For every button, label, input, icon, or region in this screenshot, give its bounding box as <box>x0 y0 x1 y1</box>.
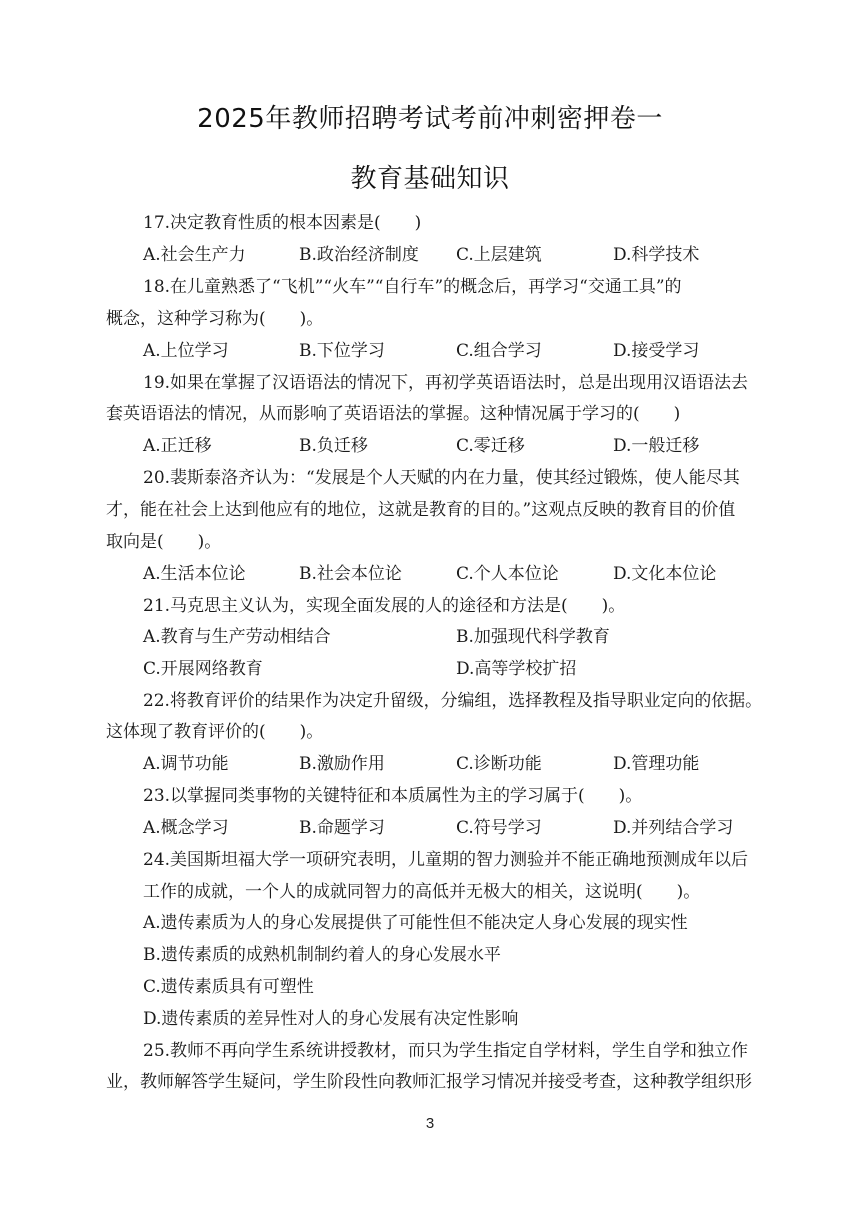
question-20-stem: 20.裴斯泰洛齐认为：“发展是个人天赋的内在力量，使其经过锻炼，使人能尽其 <box>143 468 740 488</box>
question-24-option-a: A.遗传素质为人的身心发展提供了可能性但不能决定人身心发展的现实性 <box>143 913 688 933</box>
question-24-stem-cont: 工作的成就，一个人的成就同智力的高低并无极大的相关，这说明( )。 <box>143 882 701 902</box>
question-21-option-c: C.开展网络教育 <box>143 659 263 679</box>
question-23-option-c: C.符号学习 <box>456 818 542 838</box>
question-25-stem-cont: 业，教师解答学生疑问，学生阶段性向教师汇报学习情况并接受考查，这种教学组织形 <box>106 1072 752 1092</box>
question-20-option-a: A.生活本位论 <box>143 564 246 584</box>
page-number: 3 <box>425 1115 435 1132</box>
question-23-option-a: A.概念学习 <box>143 818 229 838</box>
question-19-option-d: D.一般迁移 <box>613 436 700 456</box>
question-19-stem-cont: 套英语语法的情况，从而影响了英语语法的掌握。这种情况属于学习的( ) <box>106 404 681 424</box>
question-18-stem-cont: 概念，这种学习称为( )。 <box>106 309 324 329</box>
question-22-option-d: D.管理功能 <box>613 754 700 774</box>
question-24-option-b: B.遗传素质的成熟机制制约着人的身心发展水平 <box>143 945 501 965</box>
question-22-option-c: C.诊断功能 <box>456 754 542 774</box>
question-23-stem: 23.以掌握同类事物的关键特征和本质属性为主的学习属于( )。 <box>143 786 643 806</box>
question-23-option-b: B.命题学习 <box>299 818 385 838</box>
question-23-option-d: D.并列结合学习 <box>613 818 734 838</box>
question-22-option-b: B.激励作用 <box>299 754 385 774</box>
question-20-option-c: C.个人本位论 <box>456 564 559 584</box>
question-20-option-d: D.文化本位论 <box>613 564 717 584</box>
question-21-stem: 21.马克思主义认为，实现全面发展的人的途径和方法是( )。 <box>143 596 626 616</box>
question-17-option-c: C.上层建筑 <box>456 245 542 265</box>
question-21-option-b: B.加强现代科学教育 <box>456 627 610 647</box>
question-24-option-c: C.遗传素质具有可塑性 <box>143 977 314 997</box>
question-24-option-d: D.遗传素质的差异性对人的身心发展有决定性影响 <box>143 1009 519 1029</box>
question-20-stem-cont-1: 才，能在社会上达到他应有的地位，这就是教育的目的。”这观点反映的教育目的价值 <box>106 500 736 520</box>
question-18-stem: 18.在儿童熟悉了“飞机”“火车”“自行车”的概念后，再学习“交通工具”的 <box>143 277 682 297</box>
question-18-option-a: A.上位学习 <box>143 341 229 361</box>
question-21-option-a: A.教育与生产劳动相结合 <box>143 627 331 647</box>
question-25-stem: 25.教师不再向学生系统讲授教材，而只为学生指定自学材料，学生自学和独立作 <box>143 1041 749 1061</box>
question-21-option-d: D.高等学校扩招 <box>456 659 577 679</box>
question-17-stem: 17.决定教育性质的根本因素是( ) <box>143 213 422 233</box>
question-17-option-a: A.社会生产力 <box>143 245 246 265</box>
question-22-option-a: A.调节功能 <box>143 754 229 774</box>
question-19-stem: 19.如果在掌握了汉语语法的情况下，再初学英语语法时，总是出现用汉语语法去 <box>143 373 749 393</box>
page-subtitle: 教育基础知识 <box>350 164 510 194</box>
question-20-stem-cont-2: 取向是( )。 <box>106 532 222 552</box>
question-19-option-a: A.正迁移 <box>143 436 212 456</box>
question-20-option-b: B.社会本位论 <box>299 564 402 584</box>
page-title: 2025年教师招聘考试考前冲刺密押卷一 <box>197 104 663 134</box>
question-22-stem-cont: 这体现了教育评价的( )。 <box>106 722 324 742</box>
question-19-option-b: B.负迁移 <box>299 436 368 456</box>
question-18-option-c: C.组合学习 <box>456 341 542 361</box>
question-18-option-d: D.接受学习 <box>613 341 700 361</box>
question-19-option-c: C.零迁移 <box>456 436 525 456</box>
question-17-option-d: D.科学技术 <box>613 245 700 265</box>
question-17-option-b: B.政治经济制度 <box>299 245 419 265</box>
question-22-stem: 22.将教育评价的结果作为决定升留级，分编组，选择教程及指导职业定向的依据。 <box>143 691 763 711</box>
question-18-option-b: B.下位学习 <box>299 341 385 361</box>
question-24-stem: 24.美国斯坦福大学一项研究表明，儿童期的智力测验并不能正确地预测成年以后 <box>143 850 749 870</box>
